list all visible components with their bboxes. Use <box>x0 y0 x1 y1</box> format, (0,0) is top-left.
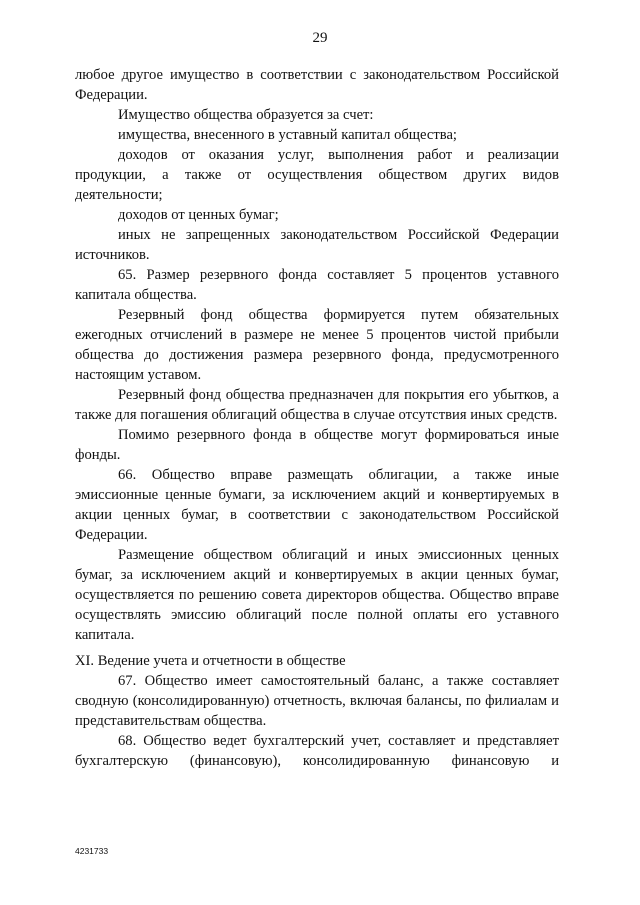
paragraph-clause-66: 66. Общество вправе размещать облигации, а также иные эмиссионные ценные бумаги, за исключением акций и конвертируемых в акции ценных бумаг, в соответствии с законодательством Российской Федерации. <box>75 467 559 543</box>
paragraph-clause-68: 68. Общество ведет бухгалтерский учет, составляет и представляет бухгалтерскую (финансовую), консолидированную финансовую и <box>75 733 559 769</box>
paragraph-clause-67: 67. Общество имеет самостоятельный баланс, а также составляет сводную (консолидированную) отчетность, включая балансы, по филиалам и представительствам общества. <box>75 673 559 729</box>
paragraph-property-sources-intro: Имущество общества образуется за счет: <box>118 107 374 123</box>
paragraph-property-item-securities: доходов от ценных бумаг; <box>118 207 279 223</box>
section-heading: XI. Ведение учета и отчетности в обществе <box>75 653 346 669</box>
document-id: 4231733 <box>75 846 109 856</box>
paragraph-reserve-fund-formation: Резервный фонд общества формируется путем обязательных ежегодных отчислений в размере не менее 5 процентов чистой прибыли общества до достижения размера резервного фонда, предусмотренного настоящим уставом. <box>75 307 559 383</box>
paragraph-clause-65: 65. Размер резервного фонда составляет 5 процентов уставного капитала общества. <box>75 267 559 303</box>
document-body <box>75 65 559 771</box>
paragraph-bond-placement: Размещение обществом облигаций и иных эмиссионных ценных бумаг, за исключением акций и конвертируемых в акции ценных бумаг, осуществляется по решению совета директоров общества. Общество вправе осуществлять эмиссию облигаций после полной оплаты его уставного капитала. <box>75 547 559 643</box>
paragraph-property-continuation: любое другое имущество в соответствии с законодательством Российской Федерации. <box>75 67 559 103</box>
paragraph-property-item-other: иных не запрещенных законодательством Российской Федерации источников. <box>75 227 559 263</box>
paragraph-reserve-fund-purpose: Резервный фонд общества предназначен для покрытия его убытков, а также для погашения облигаций общества в случае отсутствия иных средств. <box>75 387 559 423</box>
paragraph-property-item-services: доходов от оказания услуг, выполнения работ и реализации продукции, а также от осуществления обществом других видов деятельности; <box>75 147 559 203</box>
paragraph-property-item-capital: имущества, внесенного в уставный капитал общества; <box>118 127 457 143</box>
page-number: 29 <box>312 30 328 46</box>
paragraph-other-funds: Помимо резервного фонда в обществе могут формироваться иные фонды. <box>75 427 559 463</box>
